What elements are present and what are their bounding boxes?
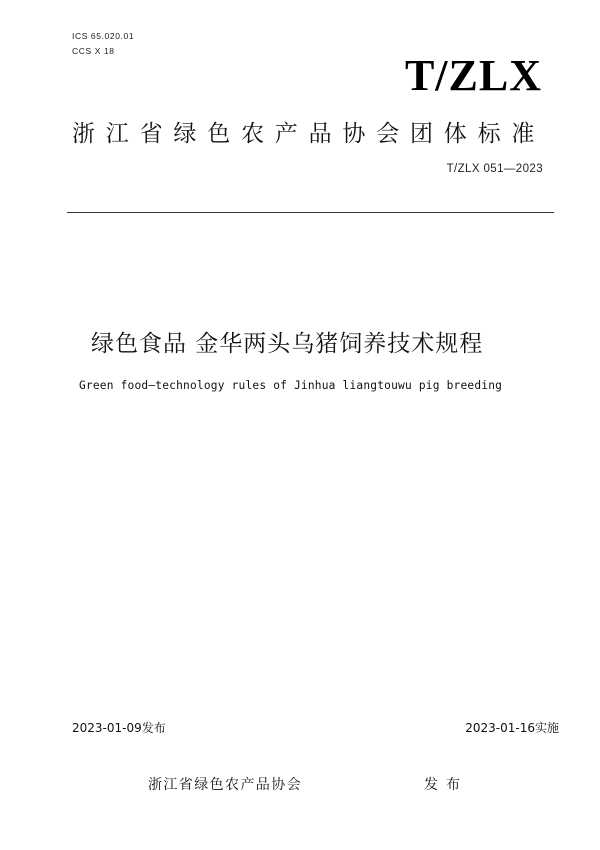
issue-date: 2023-01-09发布 — [72, 721, 166, 735]
header-divider — [67, 212, 554, 213]
standard-number: T/ZLX 051—2023 — [446, 163, 543, 175]
organization-standard-title: 浙江省绿色农产品协会团体标准 — [72, 121, 546, 147]
document-title-english: Green food—technology rules of Jinhua liangtouwu pig breeding — [79, 379, 503, 392]
standard-logo: T/ZLX — [404, 51, 542, 100]
ics-code: ICS 65.020.01 — [72, 31, 135, 41]
publisher-name: 浙江省绿色农产品协会 — [148, 777, 302, 793]
document-title-chinese: 绿色食品 金华两头乌猪饲养技术规程 — [91, 331, 484, 357]
ccs-code: CCS X 18 — [72, 46, 115, 56]
publish-label: 发布 — [424, 777, 468, 793]
implementation-date: 2023-01-16实施 — [465, 721, 559, 735]
